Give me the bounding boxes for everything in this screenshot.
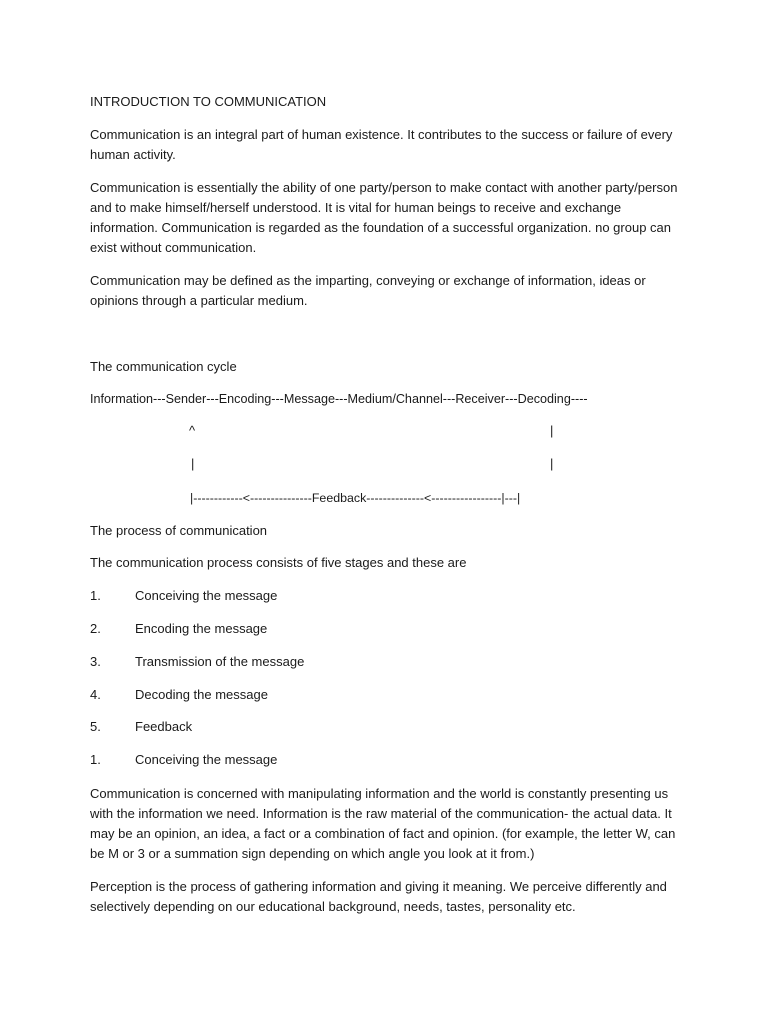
section-one-number: 1.	[90, 752, 101, 767]
cycle-pipe-left: |	[191, 456, 195, 471]
stage-label: Feedback	[135, 719, 193, 734]
intro-paragraph-3: Communication may be defined as the imparting, conveying or exchange of information, ideas or opinions through a particular medium.	[90, 273, 646, 308]
process-title: The process of communication	[90, 523, 268, 538]
stage-number: 5.	[90, 719, 101, 734]
process-intro: The communication process consists of five stages and these are	[90, 555, 467, 570]
cycle-pipe-right-2: |	[550, 456, 554, 471]
stage-label: Transmission of the message	[135, 654, 305, 669]
stage-label: Encoding the message	[135, 621, 268, 636]
stage-number: 4.	[90, 687, 101, 702]
stage-number: 3.	[90, 654, 101, 669]
stage-number: 2.	[90, 621, 101, 636]
cycle-flow: Information---Sender---Encoding---Message---Medium/Channel---Receiver---Decoding----	[90, 392, 588, 406]
stage-number: 1.	[90, 588, 101, 603]
page-heading: INTRODUCTION TO COMMUNICATION	[90, 94, 327, 109]
stage-label: Conceiving the message	[135, 588, 278, 603]
section-one-paragraph-1: Communication is concerned with manipulating information and the world is constantly presenting us with the information we need. Information is the raw material of the communication- the actual data. It may be an opinion, an idea, a fact or a combination of fact and opinion. (for example, the letter W, can be M or 3 or a summation sign depending on which angle you look at it from.)	[90, 786, 676, 861]
intro-paragraph-2: Communication is essentially the ability of one party/person to make contact with another party/person and to make himself/herself understood. It is vital for human beings to receive and exchange information. Communication is regarded as the foundation of a successful organization. no group can exist without communication.	[90, 180, 678, 255]
cycle-caret: ^	[189, 423, 196, 438]
intro-paragraph-1: Communication is an integral part of human existence. It contributes to the success or failure of every human activity.	[90, 127, 673, 162]
cycle-pipe-right-1: |	[550, 423, 554, 438]
cycle-title: The communication cycle	[90, 359, 237, 374]
section-one-title: Conceiving the message	[135, 752, 278, 767]
stage-label: Decoding the message	[135, 687, 268, 702]
cycle-feedback-line: |------------<---------------Feedback--------------<-----------------|---|	[190, 491, 521, 505]
section-one-paragraph-2: Perception is the process of gathering information and giving it meaning. We perceive differently and selectively depending on our educational background, needs, tastes, personality etc.	[90, 879, 667, 914]
